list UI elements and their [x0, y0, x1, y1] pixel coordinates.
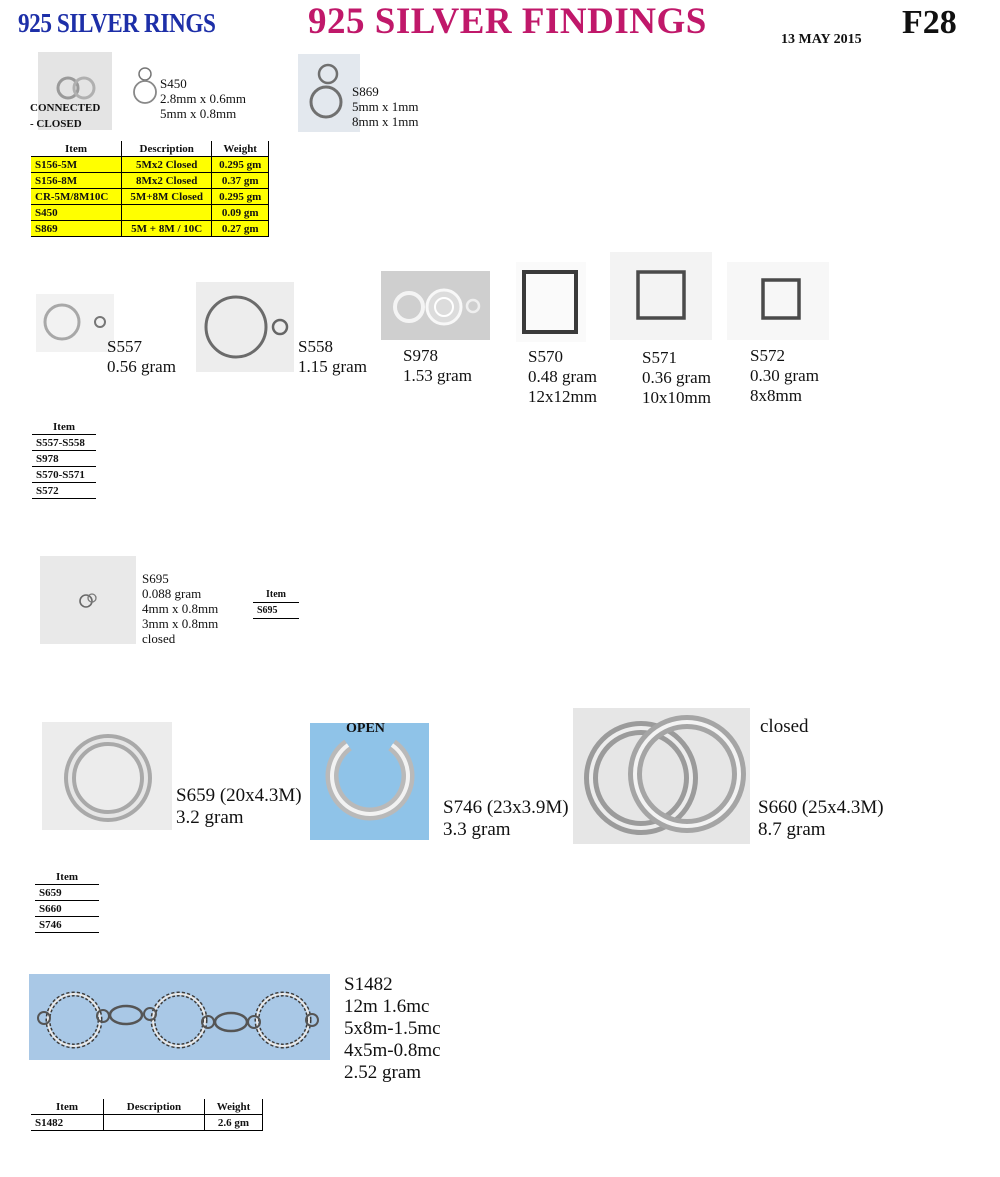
s572-size: 8x8mm	[750, 386, 802, 405]
table-header-description: Description	[104, 1099, 205, 1115]
connected-label-line1: CONNECTED	[30, 102, 101, 114]
s572-image	[727, 262, 829, 340]
table-header-item: Item	[32, 419, 96, 435]
s660-text	[758, 797, 884, 841]
s571-size: 10x10mm	[642, 388, 711, 407]
s869-photo	[298, 54, 360, 132]
s1482-image	[29, 974, 330, 1060]
table-row	[31, 1115, 263, 1131]
closed-label: closed	[760, 716, 809, 737]
table-header-weight: Weight	[205, 1099, 263, 1115]
s450-photo	[130, 62, 160, 110]
section5-table	[31, 1099, 263, 1131]
table-header-description: Description	[122, 141, 212, 157]
header-center-title: 925 SILVER FINDINGS	[308, 1, 707, 42]
table-cell: S978	[32, 451, 96, 467]
s570-text	[528, 347, 597, 407]
table-row	[35, 885, 99, 901]
s746-photo	[310, 723, 429, 840]
table-cell: S869	[31, 221, 122, 237]
table-cell: 5Mx2 Closed	[122, 157, 212, 173]
s660-image	[573, 708, 750, 844]
table-header-row	[31, 141, 269, 157]
table-row	[35, 917, 99, 933]
table-row	[32, 467, 96, 483]
s978-text	[403, 346, 472, 386]
s558-weight: 1.15 gram	[298, 357, 367, 376]
table-cell: 0.09 gm	[212, 205, 269, 221]
table-row	[31, 205, 269, 221]
s660-weight: 8.7 gram	[758, 819, 826, 840]
table-row	[35, 901, 99, 917]
s450-image	[130, 62, 160, 110]
s558-image	[196, 282, 294, 372]
s558-photo	[196, 282, 294, 372]
s978-photo	[381, 271, 490, 340]
s570-size: 12x12mm	[528, 387, 597, 406]
table-header-item: Item	[31, 1099, 104, 1115]
s746-weight: 3.3 gram	[443, 819, 511, 840]
s571-image	[610, 252, 712, 340]
s450-code: S450	[160, 76, 187, 91]
table-header-item: Item	[31, 141, 122, 157]
s695-photo	[40, 556, 136, 644]
table-cell: CR-5M/8M10C	[31, 189, 122, 205]
table-cell: S156-8M	[31, 173, 122, 189]
table-header-row	[253, 587, 299, 603]
page-code: F28	[902, 4, 957, 41]
s1482-text	[344, 974, 441, 1084]
table-row	[31, 157, 269, 173]
s659-weight: 3.2 gram	[176, 807, 244, 828]
table-row	[253, 603, 299, 619]
table-header-row	[31, 1099, 263, 1115]
s695-text	[142, 571, 218, 646]
s869-line1: 5mm x 1mm	[352, 99, 419, 114]
s659-code: S659 (20x4.3M)	[176, 785, 302, 806]
s1482-code: S1482	[344, 974, 393, 995]
s571-code: S571	[642, 348, 677, 367]
s450-line2: 5mm x 0.8mm	[160, 106, 237, 121]
table-cell: 0.295 gm	[212, 157, 269, 173]
table-cell: S695	[253, 603, 299, 619]
s869-code: S869	[352, 84, 379, 99]
table-cell: S570-S571	[32, 467, 96, 483]
table-cell: S660	[35, 901, 99, 917]
s695-line3: closed	[142, 631, 176, 646]
s1482-line2: 5x8m-1.5mc	[344, 1018, 441, 1039]
table-cell: S156-5M	[31, 157, 122, 173]
table-row	[31, 221, 269, 237]
s571-weight: 0.36 gram	[642, 368, 711, 387]
section4-table	[35, 869, 99, 933]
s571-photo	[610, 252, 712, 340]
s570-image	[516, 262, 586, 342]
header-date: 13 MAY 2015	[781, 32, 862, 47]
section3-table	[253, 587, 299, 619]
s660-photo	[573, 708, 750, 844]
table-cell: S659	[35, 885, 99, 901]
s1482-line3: 4x5m-0.8mc	[344, 1040, 441, 1061]
s557-photo	[36, 294, 114, 352]
table-cell	[122, 205, 212, 221]
table-row	[32, 451, 96, 467]
connected-label-line2: - CLOSED	[30, 118, 82, 130]
s570-code: S570	[528, 347, 563, 366]
s695-image	[40, 556, 136, 644]
table-cell: 5M+8M Closed	[122, 189, 212, 205]
s572-code: S572	[750, 346, 785, 365]
s1482-line1: 12m 1.6mc	[344, 996, 430, 1017]
table-row	[31, 189, 269, 205]
table-row	[31, 173, 269, 189]
table-cell: 5M + 8M / 10C	[122, 221, 212, 237]
table-cell: S572	[32, 483, 96, 499]
s695-line2: 3mm x 0.8mm	[142, 616, 219, 631]
table-cell	[104, 1115, 205, 1131]
s571-text	[642, 348, 711, 408]
table-cell: 0.295 gm	[212, 189, 269, 205]
section2-table	[32, 419, 96, 499]
table-cell: 8Mx2 Closed	[122, 173, 212, 189]
connected-label	[30, 100, 100, 132]
table-row	[32, 483, 96, 499]
table-cell: S1482	[31, 1115, 104, 1131]
header-left-title: 925 SILVER RINGS	[18, 8, 216, 38]
table-header-row	[35, 869, 99, 885]
s746-text	[443, 797, 569, 841]
s869-text	[352, 84, 418, 129]
s978-weight: 1.53 gram	[403, 366, 472, 385]
table-header-weight: Weight	[212, 141, 269, 157]
s1482-photo	[29, 974, 330, 1060]
table-cell: 0.27 gm	[212, 221, 269, 237]
s869-image	[298, 54, 360, 132]
s695-code: S695	[142, 571, 169, 586]
s557-weight: 0.56 gram	[107, 357, 176, 376]
s570-weight: 0.48 gram	[528, 367, 597, 386]
s557-code: S557	[107, 337, 142, 356]
s659-photo	[42, 722, 172, 830]
s746-code: S746 (23x3.9M)	[443, 797, 569, 818]
table-row	[32, 435, 96, 451]
s660-code: S660 (25x4.3M)	[758, 797, 884, 818]
table-cell: 0.37 gm	[212, 173, 269, 189]
s695-line1: 4mm x 0.8mm	[142, 601, 219, 616]
s978-image	[381, 271, 490, 340]
s746-image	[310, 723, 429, 840]
s1482-line4: 2.52 gram	[344, 1062, 422, 1083]
s557-text	[107, 337, 176, 377]
s659-image	[42, 722, 172, 830]
s869-line2: 8mm x 1mm	[352, 114, 419, 129]
open-label: OPEN	[346, 721, 385, 736]
s570-photo	[516, 262, 586, 342]
s572-weight: 0.30 gram	[750, 366, 819, 385]
s558-text	[298, 337, 367, 377]
table-header-row	[32, 419, 96, 435]
table-cell: S557-S558	[32, 435, 96, 451]
table-header-item: Item	[35, 869, 99, 885]
table-cell: 2.6 gm	[205, 1115, 263, 1131]
s978-code: S978	[403, 346, 438, 365]
s572-text	[750, 346, 819, 406]
s557-image	[36, 294, 114, 352]
s695-weight: 0.088 gram	[142, 586, 202, 601]
table-cell: S450	[31, 205, 122, 221]
s572-photo	[727, 262, 829, 340]
section1-table	[31, 141, 269, 237]
s558-code: S558	[298, 337, 333, 356]
s659-text	[176, 785, 302, 829]
s450-line1: 2.8mm x 0.6mm	[160, 91, 246, 106]
s450-text	[160, 76, 246, 121]
table-header-item: Item	[253, 587, 299, 603]
table-cell: S746	[35, 917, 99, 933]
